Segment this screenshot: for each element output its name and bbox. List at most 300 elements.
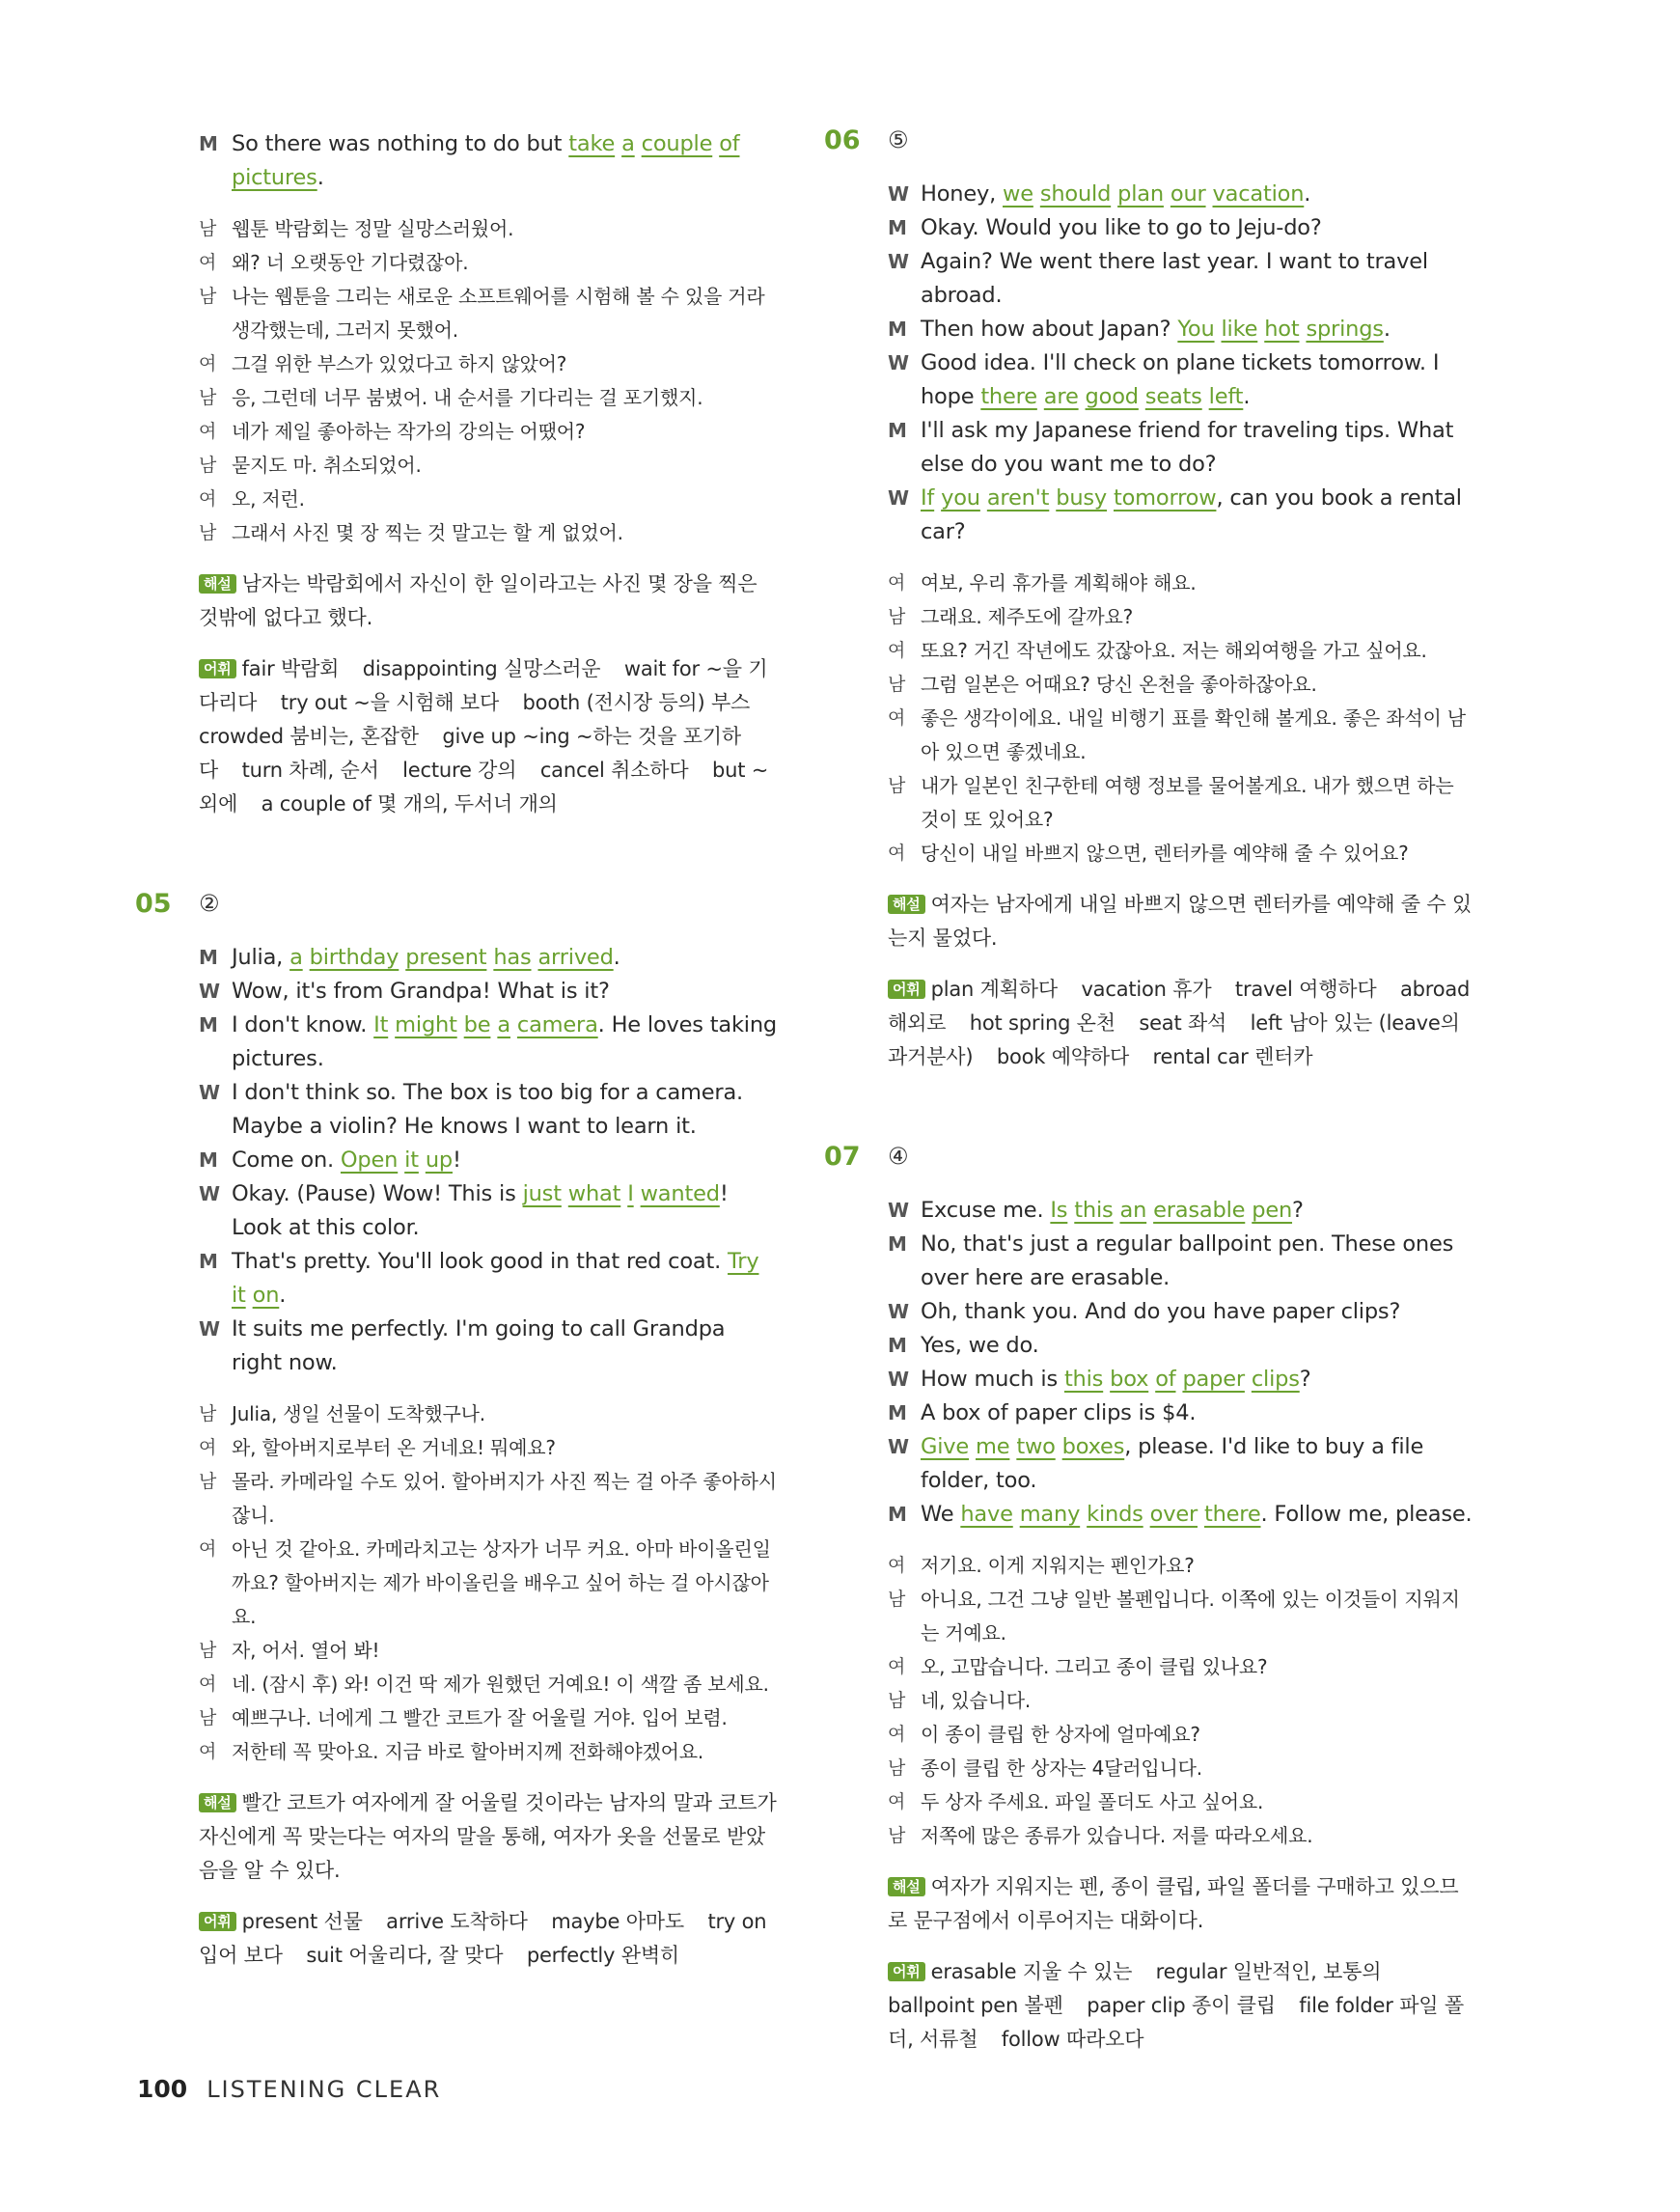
vocabulary-item: paper clip 종이 클립	[1087, 1994, 1276, 2017]
vocabulary-item: hot spring 온천	[969, 1011, 1115, 1035]
speaker-label: M	[199, 1013, 218, 1037]
speaker-label: 여	[199, 488, 217, 510]
line-text: Excuse me. Is this an erasable pen?	[921, 1198, 1304, 1223]
line-text: 저한테 꼭 맞아요. 지금 바로 할아버지께 전화해야겠어요.	[232, 1740, 704, 1763]
highlighted-phrase: pictures	[232, 165, 317, 190]
line-text: 왜? 너 오랫동안 기다렸잖아.	[232, 251, 469, 274]
speaker-label: 여	[199, 421, 217, 442]
speaker-label: W	[199, 980, 220, 1003]
highlighted-phrase: of	[1155, 1367, 1176, 1392]
dialogue-line	[199, 1397, 778, 1431]
line-text: Honey, we should plan our vacation.	[921, 181, 1311, 207]
line-text: 웹툰 박람회는 정말 실망스러웠어.	[232, 217, 514, 240]
line-text: 여보, 우리 휴가를 계획해야 해요.	[921, 571, 1197, 594]
highlighted-phrase: a	[621, 131, 635, 156]
line-text: I don't think so. The box is too big for a camera. Maybe a violin? He knows I want to learn it.	[232, 1080, 743, 1139]
speaker-label: 여	[888, 707, 906, 729]
dialogue-line	[199, 941, 778, 975]
speaker-label: M	[888, 1503, 907, 1526]
highlighted-phrase: plan	[1117, 181, 1164, 207]
highlighted-phrase: of	[719, 131, 740, 156]
highlighted-phrase: boxes	[1061, 1434, 1125, 1459]
section-header	[824, 118, 1476, 162]
speaker-label: 여	[888, 572, 906, 594]
speaker-label: 여	[199, 252, 217, 273]
page-footer	[137, 2075, 441, 2103]
line-text: 네, 있습니다.	[921, 1689, 1032, 1712]
right-column	[824, 124, 1476, 2057]
speaker-label: 여	[888, 640, 906, 661]
vocabulary-item: erasable 지울 수 있는	[930, 1960, 1133, 1983]
vocabulary-item: abroad 해외로	[888, 978, 1471, 1035]
vocabulary-item: cancel 취소하다	[539, 759, 689, 782]
vocabulary-item: turn 차례, 순서	[241, 759, 379, 782]
explanation	[199, 1786, 778, 1888]
highlighted-phrase: up	[425, 1147, 453, 1173]
highlighted-phrase: what	[567, 1181, 621, 1206]
vocabulary-item: but ~ 외에	[199, 759, 769, 816]
line-text: 또요? 거긴 작년에도 갔잖아요. 저는 해외여행을 가고 싶어요.	[921, 639, 1427, 662]
dialogue-line	[888, 1549, 1476, 1583]
dialogue-line	[199, 280, 778, 347]
speaker-label: W	[888, 351, 909, 374]
dialogue-line	[888, 482, 1476, 549]
speaker-label: W	[888, 1199, 909, 1222]
line-text: Again? We went there last year. I want to travel abroad.	[921, 249, 1428, 308]
highlighted-phrase: this	[1074, 1198, 1114, 1223]
line-text: No, that's just a regular ballpoint pen. These ones over here are erasable.	[921, 1231, 1454, 1290]
line-text: 와, 할아버지로부터 온 거네요! 뭐예요?	[232, 1436, 556, 1459]
vocabulary-item: suit 어울리다, 잘 맞다	[306, 1944, 504, 1967]
speaker-label: M	[888, 318, 907, 341]
highlighted-phrase: our	[1170, 181, 1206, 207]
line-text: 네. (잠시 후) 와! 이건 딱 제가 원했던 거예요! 이 색깔 좀 보세요.	[232, 1673, 769, 1696]
dialogue-line	[199, 1076, 778, 1144]
line-text: 종이 클립 한 상자는 4달러입니다.	[921, 1756, 1202, 1780]
highlighted-phrase: arrived	[537, 945, 614, 970]
line-text: 그럼 일본은 어때요? 당신 온천을 좋아하잖아요.	[921, 673, 1317, 696]
highlighted-phrase: Open	[340, 1147, 399, 1173]
speaker-label: 남	[199, 522, 217, 543]
dialogue-line	[888, 702, 1476, 769]
highlighted-phrase: busy	[1056, 485, 1108, 511]
speaker-label: 여	[199, 1437, 217, 1458]
speaker-label: 여	[199, 1741, 217, 1762]
speaker-label: W	[888, 1368, 909, 1391]
speaker-label: M	[199, 132, 218, 155]
dialogue-line	[888, 1329, 1476, 1363]
dialogue-line	[888, 313, 1476, 346]
speaker-label: 남	[199, 1640, 217, 1661]
highlighted-phrase: this	[1063, 1367, 1104, 1392]
highlighted-phrase: kinds	[1087, 1502, 1143, 1527]
explanation	[199, 567, 778, 635]
line-text: 두 상자 주세요. 파일 폴더도 사고 싶어요.	[921, 1790, 1264, 1813]
highlighted-phrase: over	[1149, 1502, 1198, 1527]
line-text: Oh, thank you. And do you have paper clips?	[921, 1299, 1401, 1324]
vocabulary-item: maybe 아마도	[551, 1910, 684, 1933]
explanation-tag: 해설	[888, 895, 925, 914]
dialogue-line	[199, 1668, 778, 1701]
dialogue-en	[888, 178, 1476, 549]
dialogue-line	[199, 347, 778, 381]
dialogue-line	[199, 449, 778, 483]
speaker-label: 남	[199, 286, 217, 307]
highlighted-phrase: a	[497, 1012, 510, 1037]
line-text: 몰라. 카메라일 수도 있어. 할아버지가 사진 찍는 걸 아주 좋아하시잖니.	[232, 1470, 777, 1527]
line-text: 저기요. 이게 지워지는 펜인가요?	[921, 1554, 1195, 1577]
speaker-label: W	[888, 1300, 909, 1323]
dialogue-line	[888, 1363, 1476, 1396]
speaker-label: 여	[888, 1656, 906, 1677]
speaker-label: W	[888, 250, 909, 273]
vocabulary-item: left 남아 있는 (leave의 과거분사)	[888, 1011, 1460, 1068]
dialogue-ko	[888, 1549, 1476, 1853]
dialogue-line	[888, 1785, 1476, 1819]
line-text: 저쪽에 많은 종류가 있습니다. 저를 따라오세요.	[921, 1824, 1313, 1847]
line-text: Then how about Japan? You like hot springs.	[921, 317, 1391, 342]
line-text: 오, 고맙습니다. 그리고 종이 클립 있나요?	[921, 1655, 1268, 1678]
line-text: Give me two boxes, please. I'd like to buy a file folder, too.	[921, 1434, 1424, 1493]
line-text: We have many kinds over there. Follow me, please.	[921, 1502, 1473, 1527]
line-text: That's pretty. You'll look good in that red coat. Try it on.	[232, 1249, 759, 1308]
dialogue-line	[888, 837, 1476, 871]
speaker-label: M	[199, 1250, 218, 1273]
highlighted-phrase: might	[395, 1012, 457, 1037]
speaker-label: 남	[888, 1757, 906, 1779]
speaker-label: 남	[888, 1825, 906, 1846]
explanation-tag: 해설	[199, 574, 236, 594]
line-text: 아닌 것 같아요. 카메라치고는 상자가 너무 커요. 아마 바이올린일까요? 할아버지는 제가 바이올린을 배우고 싶어 하는 걸 아시잖아요.	[232, 1537, 771, 1628]
speaker-label: 여	[888, 1555, 906, 1576]
vocabulary-item: regular 일반적인, 보통의	[1155, 1960, 1382, 1983]
dialogue-line	[199, 483, 778, 516]
dialogue-line	[888, 211, 1476, 245]
line-text: Okay. Would you like to go to Jeju-do?	[921, 215, 1322, 240]
dialogue-line	[888, 567, 1476, 600]
dialogue-en	[199, 941, 778, 1380]
vocabulary-item: follow 따라오다	[1001, 2028, 1144, 2051]
vocabulary-item: give up ~ing ~하는 것을 포기하다	[199, 725, 741, 782]
highlighted-phrase: it	[404, 1147, 419, 1173]
explanation-text: 여자가 지워지는 펜, 종이 클립, 파일 폴더를 구매하고 있으므로 문구점에서 이루어지는 대화이다.	[888, 1875, 1459, 1932]
dialogue-line	[888, 346, 1476, 414]
highlighted-phrase: camera	[516, 1012, 598, 1037]
highlighted-phrase: just	[522, 1181, 562, 1206]
speaker-label: 여	[199, 1673, 217, 1695]
line-text: It suits me perfectly. I'm going to call Grandpa right now.	[232, 1316, 726, 1375]
line-text: 오, 저런.	[232, 487, 305, 511]
vocabulary-item: arrive 도착하다	[386, 1910, 528, 1933]
dialogue-line	[888, 1718, 1476, 1752]
highlighted-phrase: box	[1110, 1367, 1149, 1392]
dialogue-line	[888, 1194, 1476, 1228]
highlighted-phrase: many	[1019, 1502, 1081, 1527]
line-text: A box of paper clips is $4.	[921, 1400, 1197, 1425]
highlighted-phrase: left	[1208, 384, 1244, 409]
highlighted-phrase: seats	[1144, 384, 1202, 409]
highlighted-phrase: a	[289, 945, 303, 970]
speaker-label: W	[199, 1317, 220, 1341]
speaker-label: 남	[199, 455, 217, 476]
dialogue-line	[199, 381, 778, 415]
speaker-label: 남	[888, 674, 906, 695]
line-text: 자, 어서. 열어 봐!	[232, 1639, 380, 1662]
dialogue-ko	[199, 212, 778, 550]
line-text: 좋은 생각이에요. 내일 비행기 표를 확인해 볼게요. 좋은 좌석이 남아 있으면 좋겠네요.	[921, 706, 1466, 763]
explanation	[888, 1870, 1476, 1938]
line-text: I don't know. It might be a camera. He loves taking pictures.	[232, 1012, 777, 1071]
dialogue-line	[199, 1009, 778, 1076]
line-text: 이 종이 클립 한 상자에 얼마예요?	[921, 1723, 1200, 1746]
speaker-label: 남	[888, 1690, 906, 1711]
dialogue-line	[888, 1498, 1476, 1532]
line-text: 응, 그런데 너무 붐볐어. 내 순서를 기다리는 걸 포기했지.	[232, 386, 703, 409]
speaker-label: M	[888, 1401, 907, 1424]
vocabulary-item: seat 좌석	[1139, 1011, 1227, 1035]
line-text: 예쁘구나. 너에게 그 빨간 코트가 잘 어울릴 거야. 입어 보렴.	[232, 1706, 728, 1729]
dialogue-line	[199, 1177, 778, 1245]
vocabulary-tag: 어휘	[199, 659, 236, 678]
dialogue-line	[888, 178, 1476, 211]
dialogue-line	[199, 1313, 778, 1380]
dialogue-line	[888, 1396, 1476, 1430]
highlighted-phrase: aren't	[986, 485, 1050, 511]
dialogue-line	[199, 516, 778, 550]
section-number: 06	[824, 124, 861, 155]
speaker-label: M	[888, 419, 907, 442]
highlighted-phrase: You	[1177, 317, 1215, 342]
vocabulary-tag: 어휘	[888, 980, 925, 999]
book-title: LISTENING CLEAR	[207, 2076, 442, 2103]
dialogue-en	[888, 1194, 1476, 1532]
vocabulary-item: vacation 휴가	[1081, 978, 1212, 1001]
vocabulary-item: fair 박람회	[241, 657, 340, 680]
highlighted-phrase: there	[1203, 1502, 1261, 1527]
page-number: 100	[137, 2075, 188, 2103]
line-text: Julia, 생일 선물이 도착했구나.	[232, 1402, 485, 1425]
vocabulary-item: a couple of 몇 개의, 두서너 개의	[261, 792, 558, 816]
vocabulary-item: wait for ~을 기다리다	[199, 657, 768, 714]
speaker-label: W	[888, 182, 909, 206]
highlighted-phrase: two	[1016, 1434, 1056, 1459]
speaker-label: W	[888, 1435, 909, 1458]
dialogue-line	[199, 975, 778, 1009]
highlighted-phrase: present	[405, 945, 487, 970]
line-text: 당신이 내일 바쁘지 않으면, 렌터카를 예약해 줄 수 있어요?	[921, 842, 1409, 865]
vocabulary-item: travel 여행하다	[1234, 978, 1377, 1001]
dialogue-line	[199, 1701, 778, 1735]
highlighted-phrase: it	[232, 1283, 246, 1308]
dialogue-line	[888, 1295, 1476, 1329]
highlighted-phrase: has	[493, 945, 532, 970]
answer-mark: ②	[199, 890, 220, 917]
line-text: Yes, we do.	[921, 1333, 1039, 1358]
highlighted-phrase: Try	[728, 1249, 759, 1274]
dialogue-line	[199, 1533, 778, 1634]
dialogue-line	[888, 1819, 1476, 1853]
dialogue-line	[888, 600, 1476, 634]
dialogue-line	[888, 1752, 1476, 1785]
highlighted-phrase: you	[941, 485, 980, 511]
highlighted-phrase: tomorrow	[1113, 485, 1217, 511]
highlighted-phrase: me	[976, 1434, 1010, 1459]
explanation-text: 빨간 코트가 여자에게 잘 어울릴 것이라는 남자의 말과 코트가 자신에게 꼭 맞는다는 여자의 말을 통해, 여자가 옷을 선물로 받았음을 알 수 있다.	[199, 1791, 777, 1882]
speaker-label: W	[199, 1081, 220, 1104]
highlighted-phrase: couple	[641, 131, 713, 156]
highlighted-phrase: I	[627, 1181, 634, 1206]
dialogue-line	[199, 1245, 778, 1313]
vocabulary-tag: 어휘	[888, 1962, 925, 1981]
line-text: Good idea. I'll check on plane tickets tomorrow. I hope there are good seats left.	[921, 350, 1440, 409]
section-header	[135, 881, 778, 926]
vocabulary-item: rental car 렌터카	[1152, 1045, 1313, 1068]
highlighted-phrase: It	[373, 1012, 389, 1037]
section-header	[824, 1134, 1476, 1178]
vocabulary-item: disappointing 실망스러운	[362, 657, 601, 680]
dialogue-en	[199, 127, 778, 195]
vocabulary-item: booth (전시장 등의) 부스	[522, 691, 751, 714]
dialogue-line	[199, 1431, 778, 1465]
dialogue-line	[199, 1465, 778, 1533]
highlighted-phrase: wanted	[640, 1181, 720, 1206]
highlighted-phrase: on	[252, 1283, 280, 1308]
highlighted-phrase: we	[1003, 181, 1033, 207]
line-text: Wow, it's from Grandpa! What is it?	[232, 979, 610, 1004]
highlighted-phrase: clips	[1251, 1367, 1300, 1392]
vocabulary-item: present 선물	[241, 1910, 363, 1933]
section-number: 05	[135, 888, 172, 919]
speaker-label: W	[199, 1182, 220, 1205]
explanation-text: 여자는 남자에게 내일 바쁘지 않으면 렌터카를 예약해 줄 수 있는지 물었다.	[888, 893, 1473, 950]
dialogue-line	[199, 212, 778, 246]
speaker-label: M	[888, 1232, 907, 1256]
speaker-label: M	[199, 946, 218, 969]
section-number: 07	[824, 1141, 861, 1172]
dialogue-line	[199, 1144, 778, 1177]
line-text: 그걸 위한 부스가 있었다고 하지 않았어?	[232, 352, 567, 375]
vocabulary	[199, 652, 778, 821]
highlighted-phrase: hot	[1264, 317, 1300, 342]
highlighted-phrase: paper	[1182, 1367, 1245, 1392]
dialogue-line	[888, 1684, 1476, 1718]
speaker-label: M	[199, 1148, 218, 1172]
highlighted-phrase: Give	[921, 1434, 970, 1459]
speaker-label: 여	[199, 353, 217, 374]
line-text: Come on. Open it up!	[232, 1147, 461, 1173]
line-text: 아니요, 그건 그냥 일반 볼펜입니다. 이쪽에 있는 이것들이 지워지는 거예요.	[921, 1588, 1460, 1645]
explanation-text: 남자는 박람회에서 자신이 한 일이라고는 사진 몇 장을 찍은 것밖에 없다고 했다.	[199, 572, 757, 629]
vocabulary-tag: 어휘	[199, 1912, 236, 1931]
vocabulary-item: file folder 파일 폴더, 서류철	[888, 1994, 1464, 2051]
highlighted-phrase: If	[921, 485, 935, 511]
explanation	[888, 888, 1476, 955]
dialogue-line	[888, 668, 1476, 702]
highlighted-phrase: an	[1119, 1198, 1147, 1223]
vocabulary	[888, 1955, 1476, 2057]
highlighted-phrase: springs	[1306, 317, 1384, 342]
dialogue-line	[199, 1735, 778, 1769]
dialogue-line	[199, 246, 778, 280]
speaker-label: 여	[888, 1791, 906, 1812]
dialogue-line	[888, 1583, 1476, 1650]
line-text: 그래서 사진 몇 장 찍는 것 말고는 할 게 없었어.	[232, 521, 623, 544]
speaker-label: 여	[199, 1538, 217, 1560]
vocabulary-item: ballpoint pen 볼펜	[888, 1994, 1063, 2017]
dialogue-line	[888, 1430, 1476, 1498]
answer-mark: ⑤	[888, 126, 909, 153]
highlighted-phrase: vacation	[1212, 181, 1305, 207]
highlighted-phrase: pen	[1252, 1198, 1293, 1223]
vocabulary-item: try out ~을 시험해 보다	[280, 691, 500, 714]
speaker-label: 남	[199, 1707, 217, 1728]
speaker-label: 남	[199, 1471, 217, 1492]
explanation-tag: 해설	[199, 1793, 236, 1812]
dialogue-ko	[888, 567, 1476, 871]
dialogue-line	[199, 1634, 778, 1668]
answer-mark: ④	[888, 1143, 909, 1170]
line-text: So there was nothing to do but take a couple of pictures.	[232, 131, 740, 190]
highlighted-phrase: Is	[1050, 1198, 1068, 1223]
line-text: 그래요. 제주도에 갈까요?	[921, 605, 1134, 628]
speaker-label: 여	[888, 843, 906, 864]
line-text: 네가 제일 좋아하는 작가의 강의는 어땠어?	[232, 420, 586, 443]
speaker-label: M	[888, 216, 907, 239]
left-column	[135, 127, 778, 1973]
dialogue-line	[199, 127, 778, 195]
vocabulary-item: book 예약하다	[996, 1045, 1130, 1068]
speaker-label: M	[888, 1334, 907, 1357]
highlighted-phrase: be	[463, 1012, 491, 1037]
line-text: Okay. (Pause) Wow! This is just what I wanted! Look at this color.	[232, 1181, 729, 1240]
highlighted-phrase: should	[1039, 181, 1112, 207]
highlighted-phrase: good	[1085, 384, 1139, 409]
vocabulary-item: lecture 강의	[402, 759, 517, 782]
speaker-label: 남	[199, 218, 217, 239]
line-text: I'll ask my Japanese friend for traveling tips. What else do you want me to do?	[921, 418, 1454, 477]
vocabulary-item: try on 입어 보다	[199, 1910, 767, 1967]
dialogue-line	[888, 414, 1476, 482]
line-text: How much is this box of paper clips?	[921, 1367, 1311, 1392]
dialogue-line	[888, 634, 1476, 668]
vocabulary	[888, 973, 1476, 1074]
line-text: Julia, a birthday present has arrived.	[232, 945, 620, 970]
highlighted-phrase: take	[568, 131, 616, 156]
vocabulary-item: crowded 붐비는, 혼잡한	[199, 725, 419, 748]
vocabulary	[199, 1905, 778, 1973]
dialogue-ko	[199, 1397, 778, 1769]
vocabulary-item: perfectly 완벽히	[526, 1944, 679, 1967]
highlighted-phrase: like	[1221, 317, 1258, 342]
explanation-tag: 해설	[888, 1877, 925, 1896]
dialogue-line	[888, 1228, 1476, 1295]
vocabulary-item: plan 계획하다	[930, 978, 1058, 1001]
speaker-label: 남	[199, 387, 217, 408]
speaker-label: W	[888, 486, 909, 510]
dialogue-line	[888, 769, 1476, 837]
highlighted-phrase: are	[1043, 384, 1079, 409]
speaker-label: 여	[888, 1724, 906, 1745]
speaker-label: 남	[199, 1403, 217, 1424]
highlighted-phrase: birthday	[309, 945, 399, 970]
highlighted-phrase: have	[960, 1502, 1013, 1527]
highlighted-phrase: erasable	[1153, 1198, 1246, 1223]
line-text: If you aren't busy tomorrow, can you book a rental car?	[921, 485, 1462, 544]
speaker-label: 남	[888, 1589, 906, 1610]
dialogue-line	[199, 415, 778, 449]
line-text: 내가 일본인 친구한테 여행 정보를 물어볼게요. 내가 했으면 하는 것이 또 있어요?	[921, 774, 1454, 831]
dialogue-line	[888, 245, 1476, 313]
